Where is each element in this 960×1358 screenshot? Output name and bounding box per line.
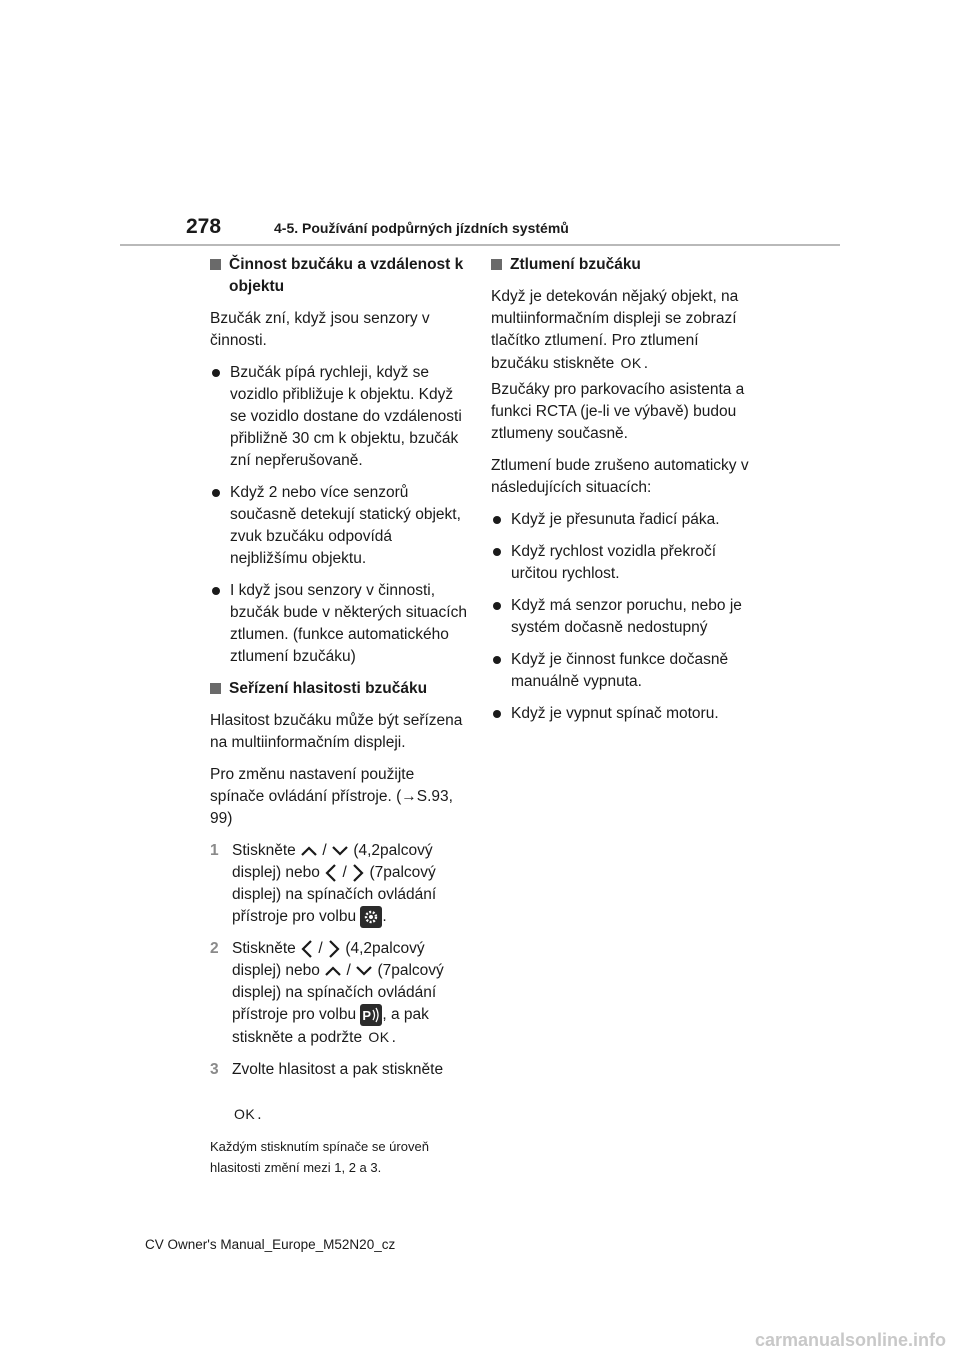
watermark: carmanualsonline.info	[754, 1330, 946, 1350]
bullet-dot-icon	[493, 548, 501, 556]
page-number: 278	[186, 215, 222, 238]
chevron-up-icon	[324, 965, 342, 977]
list-item: Bzučák pípá rychleji, když se vozidlo přibližuje k objektu. Když se vozidlo dostane do vzdálenosti přibližně 30 cm k objektu, bzučák zní nepřerušovaně.	[210, 362, 472, 472]
chevron-up-icon	[300, 845, 318, 857]
paragraph: Ztlumení bude zrušeno automaticky v následujících situacích:	[491, 457, 749, 496]
right-column	[491, 254, 753, 735]
note-text: Každým stisknutím spínače se úroveň hlasitosti změní mezi 1, 2 a 3.	[210, 1139, 429, 1176]
footer-text: CV Owner's Manual_Europe_M52N20_cz	[145, 1237, 396, 1252]
bullet-dot-icon	[212, 489, 220, 497]
ok-button-icon: OK	[234, 1106, 256, 1123]
ok-button-icon: OK	[368, 1029, 390, 1046]
arrow-icon: →	[401, 788, 417, 805]
bullet-dot-icon	[493, 656, 501, 664]
paragraph: Pro změnu nastavení použijte spínače ovládání přístroje. (→S.93, 99)	[210, 766, 453, 827]
step-3: 3 Zvolte hlasitost a pak stiskněte OK .	[210, 1061, 444, 1124]
section-heading: Ztlumení bzučáku	[491, 254, 753, 276]
list-item: Když je přesunuta řadicí páka.	[491, 509, 753, 531]
bullet-dot-icon	[493, 710, 501, 718]
ok-button-icon: OK	[620, 355, 642, 371]
step-1: 1 Stiskněte / (4,2palcový displej) nebo / (7palcový displej) na spínačích ovládání přístroje pro volbu .	[210, 840, 472, 928]
page-header	[0, 0, 960, 250]
chapter-title: 4-5. Používání podpůrných jízdních systémů	[274, 220, 569, 236]
chevron-left-icon	[324, 863, 338, 883]
chevron-down-icon	[355, 965, 373, 977]
paragraph: Bzučák zní, když jsou senzory v činnosti.	[210, 310, 430, 349]
list-item: Když má senzor poruchu, nebo je systém dočasně nedostupný	[491, 595, 753, 639]
chevron-left-icon	[300, 939, 314, 959]
chevron-down-icon	[331, 845, 349, 857]
bullet-dot-icon	[212, 369, 220, 377]
list-item: Když 2 nebo více senzorů současně detekují statický objekt, zvuk bzučáku odpovídá nejbližšímu objektu.	[210, 482, 472, 570]
paragraph: Když je detekován nějaký objekt, na multiinformačním displeji se zobrazí tlačítko ztlumení. Pro ztlumení bzučáku stiskněte OK .	[491, 288, 739, 372]
paragraph: Hlasitost bzučáku může být seřízena na multiinformačním displeji.	[210, 712, 463, 751]
section-heading: Činnost bzučáku a vzdálenost k objektu	[210, 254, 472, 298]
step-2: 2 Stiskněte / (4,2palcový displej) nebo / (7palcový displej) na spínačích ovládání přístroje pro volbu P , a pak stiskněte a podržte OK .	[210, 940, 444, 1047]
square-bullet-icon	[210, 683, 221, 694]
list-item: Když je činnost funkce dočasně manuálně vypnuta.	[491, 649, 753, 693]
parking-sensor-icon: P	[360, 1004, 382, 1026]
square-bullet-icon	[210, 259, 221, 270]
left-column	[210, 254, 472, 1178]
section-heading: Seřízení hlasitosti bzučáku	[210, 678, 472, 700]
list-item: I když jsou senzory v činnosti, bzučák bude v některých situacích ztlumen. (funkce automatického ztlumení bzučáku)	[210, 580, 472, 668]
bullet-dot-icon	[212, 587, 220, 595]
gear-icon	[360, 906, 382, 928]
chevron-right-icon	[327, 939, 341, 959]
chevron-right-icon	[351, 863, 365, 883]
bullet-dot-icon	[493, 602, 501, 610]
list-item: Když rychlost vozidla překročí určitou rychlost.	[491, 541, 753, 585]
bullet-dot-icon	[493, 516, 501, 524]
list-item: Když je vypnut spínač motoru.	[491, 703, 753, 725]
square-bullet-icon	[491, 259, 502, 270]
paragraph: Bzučáky pro parkovacího asistenta a funkci RCTA (je-li ve výbavě) budou ztlumeny současně.	[491, 381, 745, 442]
header-rule	[120, 244, 840, 246]
